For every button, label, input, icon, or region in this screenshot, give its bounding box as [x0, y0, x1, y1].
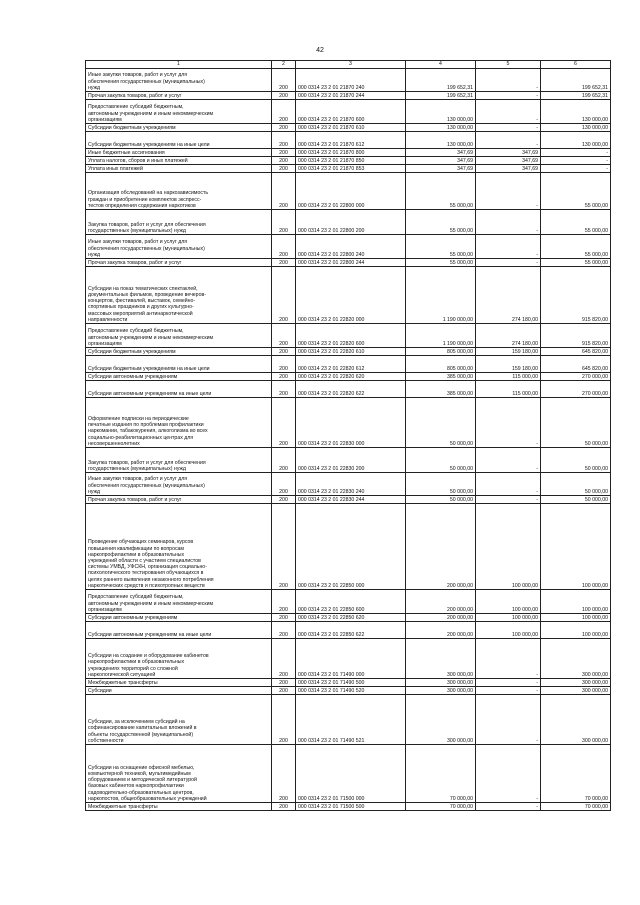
row-description: Межбюджетные трансферты	[86, 803, 272, 811]
table-row	[86, 496, 611, 504]
row-code: 200	[272, 157, 296, 165]
row-executed-amount: -	[476, 745, 541, 803]
row-code: 200	[272, 679, 296, 687]
row-executed-amount: 115 000,00	[476, 381, 541, 398]
row-remaining-amount: 55 000,00	[541, 235, 611, 259]
row-remaining-amount: 100 000,00	[541, 504, 611, 590]
table-row	[86, 398, 611, 448]
row-executed-amount: -	[476, 448, 541, 473]
table-row	[86, 803, 611, 811]
table-row	[86, 356, 611, 373]
row-code: 200	[272, 92, 296, 100]
row-approved-amount: 805 000,00	[406, 356, 476, 373]
row-description: Закупка товаров, работ и услуг для обеспечения государственных (муниципальных) нужд	[86, 448, 272, 473]
row-executed-amount: 274 180,00	[476, 267, 541, 324]
row-approved-amount: 199 652,31	[406, 92, 476, 100]
row-classification-code: 000 0314 23 2 01 21870 244	[296, 92, 406, 100]
row-classification-code: 000 0314 23 2 01 22850 622	[296, 622, 406, 639]
row-remaining-amount: 300 000,00	[541, 687, 611, 695]
row-executed-amount: -	[476, 173, 541, 210]
row-classification-code: 000 0314 23 2 01 22820 610	[296, 348, 406, 356]
table-row	[86, 157, 611, 165]
row-code: 200	[272, 398, 296, 448]
row-executed-amount: 100 000,00	[476, 504, 541, 590]
row-executed-amount: -	[476, 639, 541, 679]
row-remaining-amount: 100 000,00	[541, 590, 611, 614]
row-classification-code: 000 0314 23 2 01 22830 200	[296, 448, 406, 473]
row-classification-code: 000 0314 23 2 01 21870 600	[296, 100, 406, 124]
row-executed-amount: -	[476, 803, 541, 811]
row-remaining-amount: 55 000,00	[541, 173, 611, 210]
row-description: Организация обследований на наркозависимость граждан и приобретение комплектов экспресс- тестов определения содержания наркотиков	[86, 173, 272, 210]
row-description: Субсидии бюджетным учреждениям на иные цели	[86, 356, 272, 373]
row-classification-code: 000 0314 23 2 01 22850 600	[296, 590, 406, 614]
row-code: 200	[272, 614, 296, 622]
header-cell: 2	[272, 61, 296, 69]
row-description: Иные закупки товаров, работ и услуг для обеспечения государственных (муниципальных) нужд	[86, 473, 272, 496]
row-approved-amount: 50 000,00	[406, 448, 476, 473]
row-code: 200	[272, 687, 296, 695]
row-approved-amount: 55 000,00	[406, 259, 476, 267]
table-row	[86, 259, 611, 267]
row-classification-code: 000 0314 23 2 01 71490 500	[296, 679, 406, 687]
row-executed-amount: 100 000,00	[476, 590, 541, 614]
row-description: Уплата налогов, сборов и иных платежей	[86, 157, 272, 165]
row-executed-amount: 115 000,00	[476, 373, 541, 381]
row-description: Субсидии автономным учреждениям на иные цели	[86, 381, 272, 398]
table-row	[86, 100, 611, 124]
header-row	[86, 61, 611, 69]
row-code: 200	[272, 173, 296, 210]
row-approved-amount: 805 000,00	[406, 348, 476, 356]
row-approved-amount: 50 000,00	[406, 398, 476, 448]
table-row	[86, 124, 611, 132]
row-approved-amount: 55 000,00	[406, 210, 476, 235]
row-executed-amount: 100 000,00	[476, 622, 541, 639]
table-row	[86, 448, 611, 473]
row-classification-code: 000 0314 23 2 01 71500 000	[296, 745, 406, 803]
table-row	[86, 373, 611, 381]
row-executed-amount: -	[476, 124, 541, 132]
row-remaining-amount: 50 000,00	[541, 473, 611, 496]
header-cell: 1	[86, 61, 272, 69]
row-approved-amount: 70 000,00	[406, 803, 476, 811]
row-executed-amount: -	[476, 210, 541, 235]
row-executed-amount: 347,69	[476, 157, 541, 165]
row-executed-amount: 347,69	[476, 165, 541, 173]
row-remaining-amount: 70 000,00	[541, 803, 611, 811]
row-approved-amount: 300 000,00	[406, 679, 476, 687]
row-classification-code: 000 0314 23 2 01 22820 620	[296, 373, 406, 381]
row-classification-code: 000 0314 23 2 01 71490 000	[296, 639, 406, 679]
row-code: 200	[272, 590, 296, 614]
row-approved-amount: 130 000,00	[406, 132, 476, 149]
row-approved-amount: 130 000,00	[406, 124, 476, 132]
row-approved-amount: 199 652,31	[406, 69, 476, 92]
row-executed-amount: -	[476, 687, 541, 695]
table-row	[86, 504, 611, 590]
table-row	[86, 165, 611, 173]
row-executed-amount: -	[476, 69, 541, 92]
row-executed-amount: 274 180,00	[476, 324, 541, 348]
row-remaining-amount: 50 000,00	[541, 448, 611, 473]
row-code: 200	[272, 448, 296, 473]
row-approved-amount: 385 000,00	[406, 373, 476, 381]
row-remaining-amount: 55 000,00	[541, 259, 611, 267]
row-approved-amount: 200 000,00	[406, 622, 476, 639]
row-classification-code: 000 0314 23 2 01 22830 240	[296, 473, 406, 496]
table-row	[86, 92, 611, 100]
row-executed-amount: -	[476, 679, 541, 687]
table-row	[86, 679, 611, 687]
row-classification-code: 000 0314 23 2 01 21870 240	[296, 69, 406, 92]
row-classification-code: 000 0314 23 2 01 22800 000	[296, 173, 406, 210]
row-approved-amount: 1 190 000,00	[406, 267, 476, 324]
row-description: Прочая закупка товаров, работ и услуг	[86, 92, 272, 100]
row-classification-code: 000 0314 23 2 01 22800 200	[296, 210, 406, 235]
row-description: Предоставление субсидий бюджетным, автономным учреждениям и иным некоммерческим организациям	[86, 100, 272, 124]
table-row	[86, 745, 611, 803]
row-remaining-amount: 130 000,00	[541, 124, 611, 132]
row-approved-amount: 200 000,00	[406, 614, 476, 622]
row-executed-amount: -	[476, 496, 541, 504]
row-description: Субсидии на создание и оборудование кабинетов наркопрофилактики в образовательных учреждениях территорий со сложной наркологической ситуацией	[86, 639, 272, 679]
row-classification-code: 000 0314 23 2 01 22820 612	[296, 356, 406, 373]
table-row	[86, 622, 611, 639]
row-description: Уплата иных платежей	[86, 165, 272, 173]
row-classification-code: 000 0314 23 2 01 71490 521	[296, 695, 406, 745]
row-code: 200	[272, 356, 296, 373]
row-approved-amount: 70 000,00	[406, 745, 476, 803]
row-remaining-amount: 130 000,00	[541, 100, 611, 124]
row-code: 200	[272, 132, 296, 149]
row-remaining-amount: 300 000,00	[541, 639, 611, 679]
row-description: Предоставление субсидий бюджетным, автономным учреждениям и иным некоммерческим организациям	[86, 324, 272, 348]
row-remaining-amount: 50 000,00	[541, 496, 611, 504]
row-remaining-amount: 270 000,00	[541, 381, 611, 398]
row-executed-amount: 100 000,00	[476, 614, 541, 622]
row-remaining-amount: 915 820,00	[541, 267, 611, 324]
row-code: 200	[272, 235, 296, 259]
row-executed-amount: -	[476, 92, 541, 100]
row-code: 200	[272, 165, 296, 173]
row-executed-amount: -	[476, 695, 541, 745]
row-remaining-amount: 199 652,31	[541, 69, 611, 92]
row-classification-code: 000 0314 23 2 01 22820 622	[296, 381, 406, 398]
row-approved-amount: 200 000,00	[406, 504, 476, 590]
row-code: 200	[272, 803, 296, 811]
table-row	[86, 639, 611, 679]
table-row	[86, 687, 611, 695]
budget-table	[85, 60, 611, 811]
row-classification-code: 000 0314 23 2 01 22820 000	[296, 267, 406, 324]
row-remaining-amount: 645 820,00	[541, 356, 611, 373]
row-code: 200	[272, 100, 296, 124]
row-description: Субсидии автономным учреждениям на иные цели	[86, 622, 272, 639]
row-remaining-amount: -	[541, 165, 611, 173]
row-approved-amount: 200 000,00	[406, 590, 476, 614]
row-executed-amount: -	[476, 259, 541, 267]
row-classification-code: 000 0314 23 2 01 71500 500	[296, 803, 406, 811]
header-cell: 3	[296, 61, 406, 69]
row-classification-code: 000 0314 23 2 01 22830 244	[296, 496, 406, 504]
header-cell: 4	[406, 61, 476, 69]
row-approved-amount: 55 000,00	[406, 235, 476, 259]
row-remaining-amount: 270 000,00	[541, 373, 611, 381]
row-description: Субсидии бюджетным учреждениям на иные цели	[86, 132, 272, 149]
row-code: 200	[272, 69, 296, 92]
row-code: 200	[272, 496, 296, 504]
row-classification-code: 000 0314 23 2 01 21870 800	[296, 149, 406, 157]
row-code: 200	[272, 373, 296, 381]
row-code: 200	[272, 267, 296, 324]
row-classification-code: 000 0314 23 2 01 71490 520	[296, 687, 406, 695]
row-code: 200	[272, 259, 296, 267]
row-classification-code: 000 0314 23 2 01 22800 244	[296, 259, 406, 267]
row-description: Субсидии, за исключением субсидий на софинансирование капитальных вложений в объекты государственной (муниципальной) собственности	[86, 695, 272, 745]
row-description: Закупка товаров, работ и услуг для обеспечения государственных (муниципальных) нужд	[86, 210, 272, 235]
row-executed-amount: -	[476, 473, 541, 496]
row-classification-code: 000 0314 23 2 01 22850 620	[296, 614, 406, 622]
row-remaining-amount: 199 652,31	[541, 92, 611, 100]
row-code: 200	[272, 639, 296, 679]
row-classification-code: 000 0314 23 2 01 22830 000	[296, 398, 406, 448]
row-approved-amount: 347,69	[406, 157, 476, 165]
row-remaining-amount: 915 820,00	[541, 324, 611, 348]
row-remaining-amount: 300 000,00	[541, 679, 611, 687]
row-executed-amount: 159 180,00	[476, 356, 541, 373]
row-description: Иные закупки товаров, работ и услуг для обеспечения государственных (муниципальных) нужд	[86, 69, 272, 92]
row-description: Межбюджетные трансферты	[86, 679, 272, 687]
row-approved-amount: 55 000,00	[406, 173, 476, 210]
table-row	[86, 324, 611, 348]
row-executed-amount: -	[476, 235, 541, 259]
row-description: Предоставление субсидий бюджетным, автономным учреждениям и иным некоммерческим организациям	[86, 590, 272, 614]
row-classification-code: 000 0314 23 2 01 21870 850	[296, 157, 406, 165]
row-code: 200	[272, 124, 296, 132]
table-row	[86, 267, 611, 324]
row-code: 200	[272, 473, 296, 496]
row-remaining-amount: 50 000,00	[541, 398, 611, 448]
row-code: 200	[272, 149, 296, 157]
row-description: Субсидии на оснащение офисной мебелью, компьютерной техникой, мультимедийным оборудованием и методической литературой базовых кабинетов наркопрофилактики садоводительно-образовательных центров, наркопостов, общеобразовательных учреждений	[86, 745, 272, 803]
table-row	[86, 69, 611, 92]
row-remaining-amount: 70 000,00	[541, 745, 611, 803]
row-code: 200	[272, 381, 296, 398]
row-approved-amount: 385 000,00	[406, 381, 476, 398]
row-description: Иные закупки товаров, работ и услуг для обеспечения государственных (муниципальных) нужд	[86, 235, 272, 259]
row-approved-amount: 300 000,00	[406, 687, 476, 695]
row-code: 200	[272, 504, 296, 590]
row-approved-amount: 50 000,00	[406, 496, 476, 504]
table-row	[86, 149, 611, 157]
row-approved-amount: 130 000,00	[406, 100, 476, 124]
row-remaining-amount: -	[541, 157, 611, 165]
table-row	[86, 348, 611, 356]
row-remaining-amount: 645 820,00	[541, 348, 611, 356]
row-classification-code: 000 0314 23 2 01 22850 000	[296, 504, 406, 590]
row-approved-amount: 347,69	[406, 149, 476, 157]
table-row	[86, 173, 611, 210]
row-classification-code: 000 0314 23 2 01 21870 853	[296, 165, 406, 173]
row-description: Субсидии бюджетным учреждениям	[86, 348, 272, 356]
table-row	[86, 473, 611, 496]
row-description: Субсидии	[86, 687, 272, 695]
row-description: Субсидии автономным учреждениям	[86, 373, 272, 381]
table-row	[86, 695, 611, 745]
row-executed-amount: 347,69	[476, 149, 541, 157]
row-remaining-amount: -	[541, 149, 611, 157]
table-row	[86, 132, 611, 149]
row-executed-amount: -	[476, 132, 541, 149]
table-row	[86, 590, 611, 614]
row-approved-amount: 300 000,00	[406, 695, 476, 745]
row-code: 200	[272, 210, 296, 235]
row-remaining-amount: 55 000,00	[541, 210, 611, 235]
row-executed-amount: -	[476, 398, 541, 448]
row-description: Проведение обучающих семинаров, курсов повышения квалификации по вопросам наркопрофилактики в образовательных учреждений области с участием специалистов системы УМВД, УФСКН, организация социально- психологического тестирования обучающихся в целях раннего выявления незаконного потребления наркотических средств и психотропных веществ	[86, 504, 272, 590]
row-description: Прочая закупка товаров, работ и услуг	[86, 259, 272, 267]
row-classification-code: 000 0314 23 2 01 22800 240	[296, 235, 406, 259]
row-remaining-amount: 100 000,00	[541, 614, 611, 622]
table-row	[86, 235, 611, 259]
row-description: Субсидии автономным учреждениям	[86, 614, 272, 622]
table-body	[86, 69, 611, 811]
header-cell: 5	[476, 61, 541, 69]
row-description: Субсидии на показ тематических спектаклей, документальных фильмов, проведение вечеров- концертов, фестивалей, выставок, семейно- спортивных праздников и других культурно- массовых мероприятий антинаркотической направленности	[86, 267, 272, 324]
row-classification-code: 000 0314 23 2 01 22820 600	[296, 324, 406, 348]
row-remaining-amount: 100 000,00	[541, 622, 611, 639]
row-description: Прочая закупка товаров, работ и услуг	[86, 496, 272, 504]
row-remaining-amount: 300 000,00	[541, 695, 611, 745]
row-code: 200	[272, 745, 296, 803]
row-description: Оформление подписки на периодические печатные издания по проблемам профилактики наркомании, табакокурения, алкоголизма во всех социально-реабилитационных центрах для несовершеннолетних	[86, 398, 272, 448]
row-approved-amount: 1 190 000,00	[406, 324, 476, 348]
table-row	[86, 210, 611, 235]
row-code: 200	[272, 324, 296, 348]
row-code: 200	[272, 622, 296, 639]
row-executed-amount: 159 180,00	[476, 348, 541, 356]
row-code: 200	[272, 695, 296, 745]
row-approved-amount: 300 000,00	[406, 639, 476, 679]
row-description: Иные бюджетные ассигнования	[86, 149, 272, 157]
row-classification-code: 000 0314 23 2 01 21870 610	[296, 124, 406, 132]
row-approved-amount: 347,69	[406, 165, 476, 173]
row-approved-amount: 50 000,00	[406, 473, 476, 496]
page-number: 42	[316, 47, 324, 54]
row-classification-code: 000 0314 23 2 01 21870 612	[296, 132, 406, 149]
row-description: Субсидии бюджетным учреждениям	[86, 124, 272, 132]
header-cell: 6	[541, 61, 611, 69]
table-row	[86, 614, 611, 622]
table-row	[86, 381, 611, 398]
row-remaining-amount: 130 000,00	[541, 132, 611, 149]
row-executed-amount: -	[476, 100, 541, 124]
row-code: 200	[272, 348, 296, 356]
